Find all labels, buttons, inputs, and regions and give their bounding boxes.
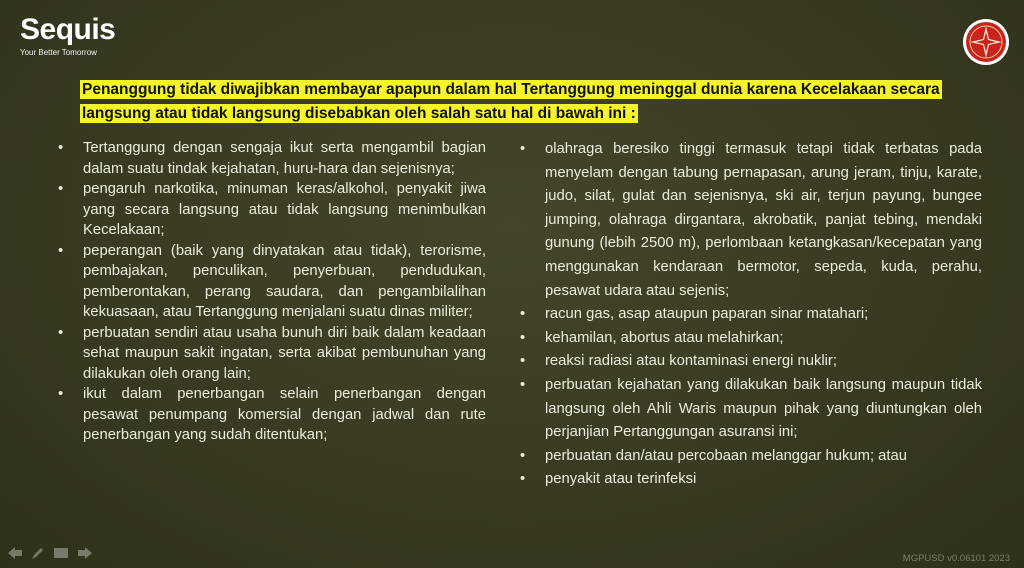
headline-text: Penanggung tidak diwajibkan membayar apapun dalam hal Tertanggung meninggal dunia karena Kecelakaan secara langsung atau tidak langsung disebabkan oleh salah satu hal di bawah ini :: [82, 81, 940, 122]
list-item: • perbuatan kejahatan yang dilakukan baik langsung maupun tidak langsung oleh Ahli Waris maupun pihak yang diuntungkan oleh perjanjian Pertanggungan asuransi ini;: [520, 374, 982, 445]
list-item: • pengaruh narkotika, minuman keras/alkohol, penyakit jiwa yang secara langsung atau tidak langsung menimbulkan Kecelakaan;: [58, 179, 486, 241]
exclusion-headline: [80, 78, 980, 126]
list-item: • ikut dalam penerbangan selain penerbangan dengan pesawat penumpang komersial dengan jadwal dan rute penerbangan yang sudah ditentukan;: [58, 384, 486, 446]
exclusions-list-right: [520, 138, 982, 492]
list-item: • kehamilan, abortus atau melahirkan;: [520, 327, 982, 351]
exclusions-list-left: [58, 138, 486, 446]
list-item: • perbuatan dan/atau percobaan melanggar hukum; atau: [520, 445, 982, 469]
brand-name: Sequis: [20, 13, 116, 46]
brand-tagline: Your Better Tomorrow: [20, 48, 97, 57]
list-item: • perbuatan sendiri atau usaha bunuh diri baik dalam keadaan sehat maupun sakit ingatan, serta akibat pembunuhan yang dilakukan oleh orang lain;: [58, 323, 486, 385]
document-code: MGPUSD v0.06101 2023: [902, 553, 1010, 564]
list-item: • reaksi radiasi atau kontaminasi energi nuklir;: [520, 350, 982, 374]
sequis-logo: [20, 14, 115, 58]
next-slide-icon[interactable]: [78, 546, 92, 564]
list-item: • racun gas, asap ataupun paparan sinar matahari;: [520, 303, 982, 327]
pen-icon[interactable]: [32, 546, 44, 564]
list-item: • Tertanggung dengan sengaja ikut serta mengambil bagian dalam suatu tindak kejahatan, huru-hara dan sejenisnya;: [58, 138, 486, 179]
presentation-toolbar: [8, 546, 92, 564]
list-item: • olahraga beresiko tinggi termasuk tetapi tidak terbatas pada menyelam dengan tabung pernapasan, arung jeram, tinju, karate, judo, silat, gulat dan sejenisnya, ski air, terjun payung, bungee jumping, olahraga dirgantara, akrobatik, panjat tebing, mendaki gunung (lebih 2500 m), perlombaan ketangkasan/kecepatan yang menggunakan kendaraan bermotor, sepeda, kuda, perahu, pesawat udara atau sejenis;: [520, 138, 982, 303]
list-item: • penyakit atau terinfeksi: [520, 468, 982, 492]
prev-slide-icon[interactable]: [8, 546, 22, 564]
list-item: • peperangan (baik yang dinyatakan atau tidak), terorisme, pembajakan, penculikan, penyerbuan, pendudukan, pemberontakan, perang saudara, dan pengambilalihan kekuasaan, atau Tertanggung menjalani suatu dinas militer;: [58, 241, 486, 323]
sequis-seal-icon: [962, 18, 1010, 66]
slides-icon[interactable]: [54, 546, 68, 564]
